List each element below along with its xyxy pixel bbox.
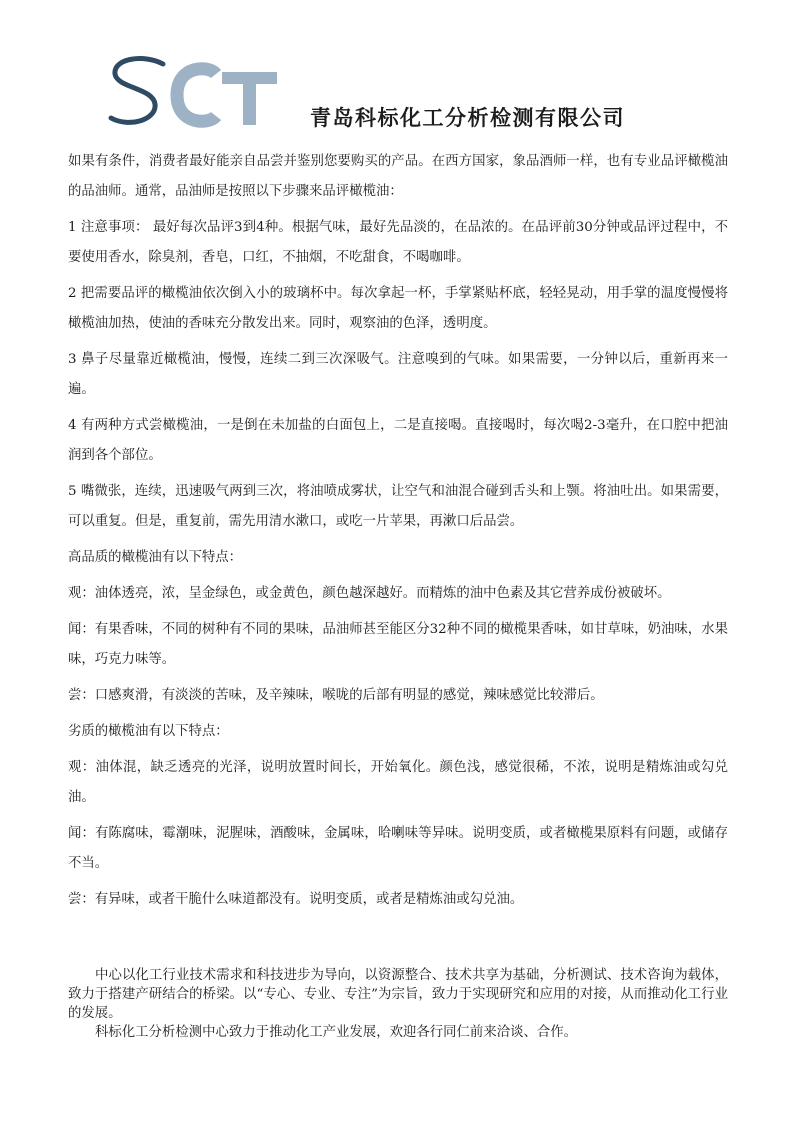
low-quality-heading: 劣质的橄榄油有以下特点：: [68, 724, 229, 739]
intro-paragraph: 如果有条件，消费者最好能亲自品尝并鉴别您要购买的产品。在西方国家，象品酒师一样，也有专业品评橄榄油的品油师。通常，品油师是按照以下步骤来品评橄榄油：: [68, 154, 728, 199]
high-quality-taste: 尝：口感爽滑，有淡淡的苦味，及辛辣味，喉咙的后部有明显的感觉，辣味感觉比较滞后。: [68, 688, 604, 703]
low-quality-smell: 闻：有陈腐味，霉潮味，泥腥味，酒酸味，金属味，哈喇味等异味。说明变质，或者橄榄果原料有问题，或储存不当。: [68, 826, 728, 871]
step-2-paragraph: 2 把需要品评的橄榄油依次倒入小的玻璃杯中。每次拿起一杯，手掌紧贴杯底，轻轻晃动，用手掌的温度慢慢将橄榄油加热，使油的香味充分散发出来。同时，观察油的色泽，透明度。: [68, 286, 728, 331]
step-4-paragraph: 4 有两种方式尝橄榄油，一是倒在未加盐的白面包上，二是直接喝。直接喝时，每次喝2-3毫升，在口腔中把油润到各个部位。: [68, 418, 728, 463]
company-name: 青岛科标化工分析检测有限公司: [310, 106, 625, 130]
company-footer: [68, 966, 728, 1042]
article-body: [68, 147, 728, 921]
step-5-paragraph: 5 嘴微张，连续，迅速吸气两到三次，将油喷成雾状，让空气和油混合碰到舌头和上颚。将油吐出。如果需要，可以重复。但是，重复前，需先用清水漱口，或吃一片苹果，再漱口后品尝。: [68, 484, 728, 529]
low-quality-taste: 尝：有异味，或者干脆什么味道都没有。说明变质，或者是精炼油或勾兑油。: [68, 892, 524, 907]
low-quality-look: 观：油体混，缺乏透亮的光泽，说明放置时间长，开始氧化。颜色浅，感觉很稀，不浓，说明是精炼油或勾兑油。: [68, 760, 728, 805]
sct-logo: [105, 52, 295, 132]
high-quality-heading: 高品质的橄榄油有以下特点：: [68, 550, 243, 565]
logo-s-mark: [111, 59, 163, 123]
footer-mission-paragraph: 中心以化工行业技术需求和科技进步为导向，以资源整合、技术共享为基础，分析测试、技术咨询为载体，致力于搭建产研结合的桥梁。以“专心、专业、专注”为宗旨，致力于实现研究和应用的对接，从而推动化工行业的发展。: [68, 968, 728, 1021]
logo-c-mark: [177, 69, 216, 121]
footer-invitation-paragraph: 科标化工分析检测中心致力于推动化工产业发展，欢迎各行同仁前来洽谈、合作。: [95, 1025, 578, 1040]
step-1-paragraph: 1 注意事项： 最好每次品评3到4种。根据气味，最好先品淡的，在品浓的。在品评前30分钟或品评过程中，不要使用香水，除臭剂，香皂，口红，不抽烟，不吃甜食，不喝咖啡。: [68, 220, 728, 265]
logo-t-stem: [243, 72, 256, 125]
high-quality-smell: 闻：有果香味，不同的树种有不同的果味，品油师甚至能区分32种不同的橄榄果香味，如甘草味，奶油味，水果味，巧克力味等。: [68, 622, 728, 667]
high-quality-look: 观：油体透亮，浓，呈金绿色，或金黄色，颜色越深越好。而精炼的油中色素及其它营养成份被破坏。: [68, 586, 671, 601]
step-3-paragraph: 3 鼻子尽量靠近橄榄油，慢慢，连续二到三次深吸气。注意嗅到的气味。如果需要，一分钟以后，重新再来一遍。: [68, 352, 728, 397]
page-header: [105, 52, 705, 132]
